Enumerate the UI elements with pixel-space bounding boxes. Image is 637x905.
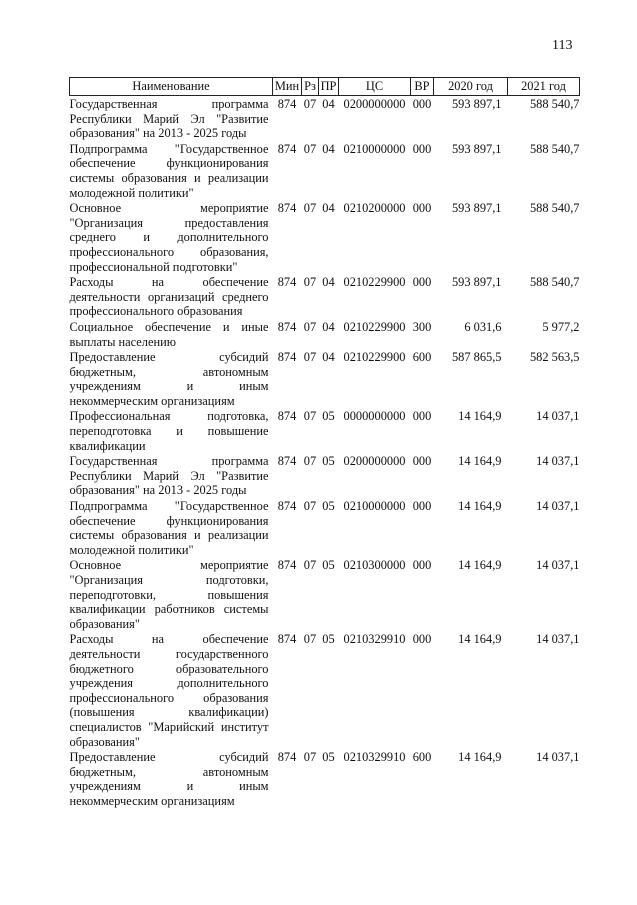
table-row xyxy=(70,349,580,408)
budget-table xyxy=(69,77,580,809)
cell-rz: 07 xyxy=(303,319,317,334)
table-row xyxy=(70,453,580,498)
cell-cs: 0200000000 xyxy=(343,97,406,111)
cell-y2020: 14 164,9 xyxy=(458,632,502,647)
cell-min: 874 xyxy=(277,350,297,365)
cell-vr: 300 xyxy=(412,319,432,334)
cell-name: Социальное обеспечение и иные выплаты населению xyxy=(69,319,269,349)
table-row xyxy=(70,498,580,557)
cell-cs: 0210000000 xyxy=(343,141,406,156)
cell-pr: 05 xyxy=(322,499,335,514)
cell-rz: 07 xyxy=(303,454,317,469)
cell-cs: 0210229900 xyxy=(343,275,406,290)
cell-rz: 07 xyxy=(303,350,317,365)
cell-min: 874 xyxy=(277,201,297,216)
table-row xyxy=(70,631,580,749)
cell-vr: 000 xyxy=(412,499,432,514)
cell-rz: 07 xyxy=(303,201,317,216)
cell-pr: 04 xyxy=(322,201,335,216)
cell-rz: 07 xyxy=(303,750,317,765)
table-row xyxy=(70,408,580,453)
cell-y2020: 14 164,9 xyxy=(458,499,502,514)
cell-vr: 000 xyxy=(412,454,432,469)
header-vr: ВР xyxy=(411,78,434,96)
cell-y2020: 587 865,5 xyxy=(451,350,502,365)
cell-pr: 05 xyxy=(322,454,335,469)
header-rz: Рз xyxy=(302,78,319,96)
cell-min: 874 xyxy=(277,97,297,111)
cell-y2021: 582 563,5 xyxy=(529,350,580,365)
cell-name: Расходы на обеспечение деятельности организаций среднего профессионального образования xyxy=(69,275,269,319)
cell-rz: 07 xyxy=(303,499,317,514)
cell-name: Предоставление субсидий бюджетным, автономным учреждениям и иным некоммерческим организациям xyxy=(69,750,269,808)
cell-y2020: 593 897,1 xyxy=(451,201,502,216)
table-row xyxy=(70,200,580,274)
cell-y2021: 14 037,1 xyxy=(536,409,580,424)
cell-cs: 0000000000 xyxy=(343,409,406,424)
cell-y2021: 588 540,7 xyxy=(529,141,580,156)
table-body xyxy=(70,96,580,809)
cell-min: 874 xyxy=(277,409,297,424)
cell-pr: 05 xyxy=(322,632,335,647)
cell-rz: 07 xyxy=(303,558,317,573)
header-2021: 2021 год xyxy=(508,78,580,96)
cell-vr: 600 xyxy=(412,750,432,765)
page-number: 113 xyxy=(552,38,573,53)
cell-y2021: 5 977,2 xyxy=(542,319,580,334)
cell-pr: 04 xyxy=(322,350,335,365)
cell-y2020: 6 031,6 xyxy=(464,319,502,334)
cell-min: 874 xyxy=(277,632,297,647)
cell-cs: 0210300000 xyxy=(343,558,406,573)
header-2020: 2020 год xyxy=(434,78,508,96)
cell-y2021: 588 540,7 xyxy=(529,275,580,290)
cell-y2021: 14 037,1 xyxy=(536,632,580,647)
cell-name: Основное мероприятие "Организация подготовки, переподготовки, повышения квалификации работников системы образования" xyxy=(69,558,269,631)
cell-cs: 0210329910 xyxy=(343,632,406,647)
header-min: Мин xyxy=(273,78,302,96)
cell-min: 874 xyxy=(277,750,297,765)
table-row xyxy=(70,319,580,349)
cell-vr: 000 xyxy=(412,201,432,216)
cell-rz: 07 xyxy=(303,632,317,647)
cell-min: 874 xyxy=(277,141,297,156)
cell-pr: 05 xyxy=(322,409,335,424)
cell-pr: 04 xyxy=(322,275,335,290)
table-row xyxy=(70,749,580,808)
cell-name: Государственная программа Республики Марий Эл "Развитие образования" на 2013 - 2025 годы xyxy=(69,454,269,498)
cell-y2020: 593 897,1 xyxy=(451,97,502,111)
cell-pr: 05 xyxy=(322,558,335,573)
cell-y2020: 593 897,1 xyxy=(451,275,502,290)
cell-y2021: 588 540,7 xyxy=(529,97,580,111)
cell-vr: 000 xyxy=(412,558,432,573)
cell-vr: 000 xyxy=(412,409,432,424)
cell-pr: 04 xyxy=(322,141,335,156)
header-name: Наименование xyxy=(70,78,273,96)
cell-pr: 05 xyxy=(322,750,335,765)
cell-vr: 600 xyxy=(412,350,432,365)
table-row xyxy=(70,557,580,631)
cell-vr: 000 xyxy=(412,275,432,290)
cell-name: Основное мероприятие "Организация предоставления среднего и дополнительного профессионального образования, профессиональной подготовки" xyxy=(69,201,269,274)
cell-pr: 04 xyxy=(322,319,335,334)
cell-name: Профессиональная подготовка, переподготовка и повышение квалификации xyxy=(69,409,269,453)
table-header-row xyxy=(70,78,580,96)
cell-vr: 000 xyxy=(412,141,432,156)
cell-name: Расходы на обеспечение деятельности государственного бюджетного образовательного учреждения дополнительного профессионального образования (повышения квалификации) специалистов "Марийский институт образования" xyxy=(69,632,269,749)
cell-cs: 0210000000 xyxy=(343,499,406,514)
cell-y2020: 593 897,1 xyxy=(451,141,502,156)
table-row xyxy=(70,274,580,319)
table-row xyxy=(70,141,580,200)
cell-vr: 000 xyxy=(412,97,432,111)
cell-pr: 04 xyxy=(322,97,335,111)
cell-y2021: 14 037,1 xyxy=(536,558,580,573)
cell-name: Государственная программа Республики Марий Эл "Развитие образования" на 2013 - 2025 годы xyxy=(69,97,269,141)
cell-cs: 0210329910 xyxy=(343,750,406,765)
cell-y2020: 14 164,9 xyxy=(458,750,502,765)
cell-rz: 07 xyxy=(303,409,317,424)
cell-min: 874 xyxy=(277,454,297,469)
cell-min: 874 xyxy=(277,275,297,290)
table-row xyxy=(70,96,580,141)
cell-rz: 07 xyxy=(303,97,317,111)
cell-rz: 07 xyxy=(303,275,317,290)
cell-y2021: 14 037,1 xyxy=(536,454,580,469)
cell-y2020: 14 164,9 xyxy=(458,454,502,469)
cell-min: 874 xyxy=(277,499,297,514)
cell-name: Подпрограмма "Государственное обеспечение функционирования системы образования и реализации молодежной политики" xyxy=(69,141,269,200)
cell-min: 874 xyxy=(277,558,297,573)
cell-y2020: 14 164,9 xyxy=(458,558,502,573)
cell-cs: 0210229900 xyxy=(343,319,406,334)
cell-vr: 000 xyxy=(412,632,432,647)
header-pr: ПР xyxy=(319,78,339,96)
cell-cs: 0200000000 xyxy=(343,454,406,469)
cell-y2021: 588 540,7 xyxy=(529,201,580,216)
cell-name: Подпрограмма "Государственное обеспечение функционирования системы образования и реализации молодежной политики" xyxy=(69,499,269,557)
cell-rz: 07 xyxy=(303,141,317,156)
cell-cs: 0210229900 xyxy=(343,350,406,365)
cell-min: 874 xyxy=(277,319,297,334)
header-cs: ЦС xyxy=(339,78,411,96)
cell-name: Предоставление субсидий бюджетным, автономным учреждениям и иным некоммерческим организациям xyxy=(69,350,269,408)
cell-y2020: 14 164,9 xyxy=(458,409,502,424)
cell-y2021: 14 037,1 xyxy=(536,750,580,765)
cell-cs: 0210200000 xyxy=(343,201,406,216)
cell-y2021: 14 037,1 xyxy=(536,499,580,514)
